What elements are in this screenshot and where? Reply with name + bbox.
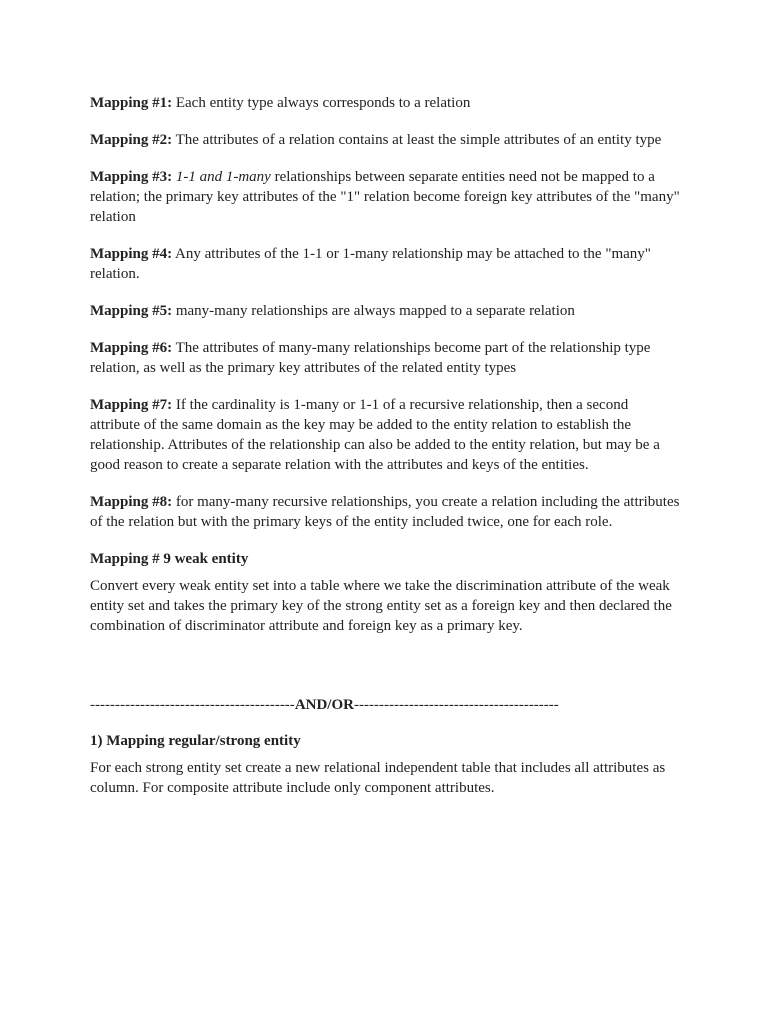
mapping-label: Mapping #6:	[90, 340, 173, 356]
mapping-label: Mapping #1:	[90, 95, 173, 111]
mapping-label: Mapping #2:	[90, 132, 173, 148]
mapping-8	[90, 492, 680, 532]
mapping-2	[90, 130, 680, 150]
divider-label: AND/OR	[294, 697, 354, 713]
mapping-text: If the cardinality is 1-many or 1-1 of a recursive relationship, then a second attribute of the same domain as the key may be added to the entity relation to establish the relationship. Attributes of the relationship can also be added to the entity relation, but may be a good reason to create a separate relation with the attributes and keys of the entities.	[90, 397, 660, 473]
mapping-3	[90, 167, 680, 227]
mapping-text: many-many relationships are always mapped to a separate relation	[172, 303, 575, 319]
mapping-7	[90, 395, 680, 475]
mapping-label: Mapping #8:	[90, 494, 173, 510]
mapping-italic-text: 1-1 and 1-many	[175, 169, 271, 185]
mapping-text: relationships between separate entities need not be mapped to a relation; the primary key attributes of the "1" relation become foreign key attributes of the "many" relation	[90, 169, 680, 225]
section-1-body: For each strong entity set create a new relational independent table that includes all attributes as column. For composite attribute include only component attributes.	[90, 760, 666, 796]
divider-dashes-left: -----------------------------------------	[90, 697, 295, 713]
mapping-9-body: Convert every weak entity set into a table where we take the discrimination attribute of the weak entity set and takes the primary key of the strong entity set as a foreign key and then declared the combination of discriminator attribute and foreign key as a primary key.	[90, 578, 672, 634]
mapping-text: The attributes of a relation contains at least the simple attributes of an entity type	[172, 132, 662, 148]
mapping-4	[90, 244, 680, 284]
divider-dashes-right: -----------------------------------------	[353, 697, 559, 713]
mapping-9-heading: Mapping # 9 weak entity	[90, 551, 249, 567]
mapping-text: Each entity type always corresponds to a relation	[172, 95, 471, 111]
section-1-heading: 1) Mapping regular/strong entity	[90, 733, 301, 749]
mapping-1	[90, 93, 680, 113]
mapping-text: The attributes of many-many relationships become part of the relationship type relation, as well as the primary key attributes of the related entity types	[90, 340, 651, 376]
mapping-label: Mapping #5:	[90, 303, 173, 319]
mapping-text: for many-many recursive relationships, you create a relation including the attributes of the relation but with the primary keys of the entity included twice, one for each role.	[90, 494, 680, 530]
document-page	[90, 93, 680, 798]
mapping-label: Mapping #7:	[90, 397, 173, 413]
mapping-label: Mapping #4:	[90, 246, 173, 262]
mapping-6	[90, 338, 680, 378]
mapping-5	[90, 301, 680, 321]
mapping-label: Mapping #3:	[90, 169, 173, 185]
and-or-divider	[90, 695, 680, 715]
mapping-text: Any attributes of the 1-1 or 1-many relationship may be attached to the "many" relation.	[90, 246, 651, 282]
